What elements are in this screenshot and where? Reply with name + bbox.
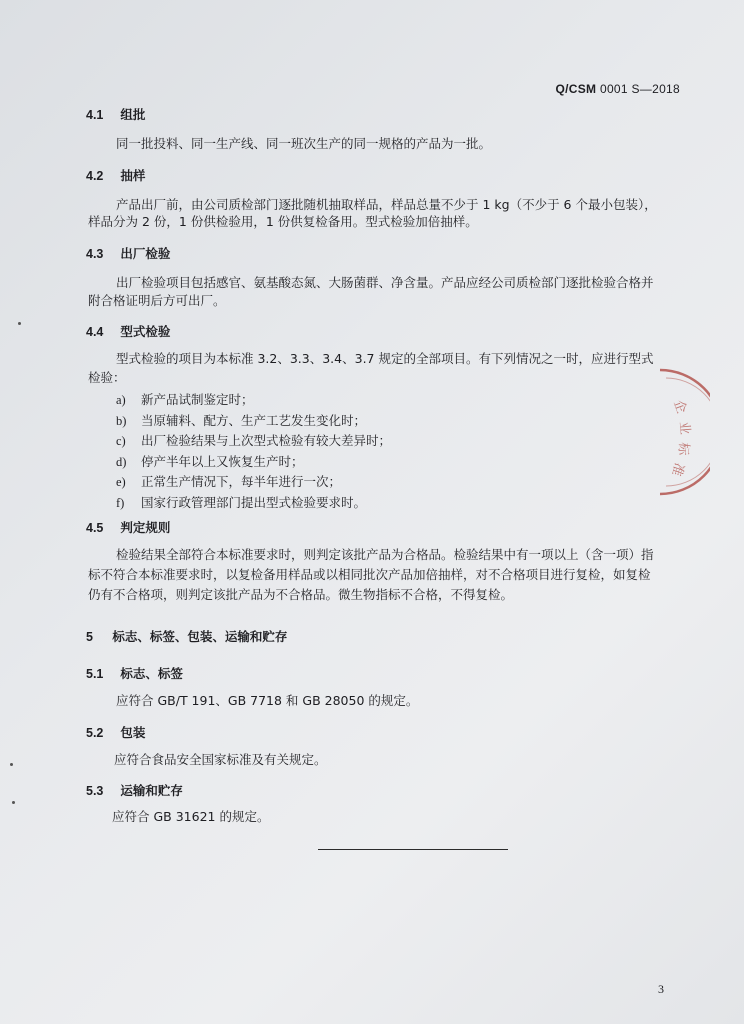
paragraph-text: 检验结果全部符合本标准要求时，则判定该批产品为合格品。检验结果中有一项以上（含一项）指 bbox=[116, 547, 654, 562]
document-id-prefix: Q/CSM bbox=[555, 82, 597, 96]
paragraph-text: 应符合 GB 31621 的规定。 bbox=[112, 809, 270, 824]
heading-5 bbox=[86, 627, 287, 645]
page-number: 3 bbox=[658, 982, 664, 996]
list-letter: c) bbox=[116, 434, 126, 448]
list-letter: e) bbox=[116, 475, 126, 489]
section-number: 4.1 bbox=[86, 108, 104, 122]
seal-stamp bbox=[640, 362, 710, 502]
document-id bbox=[555, 82, 680, 96]
section-number: 4.5 bbox=[86, 521, 104, 535]
scan-speck bbox=[18, 322, 21, 325]
section-number: 4.4 bbox=[86, 325, 104, 339]
document-id-number: 0001 S—2018 bbox=[599, 82, 680, 96]
seal-char: 标 bbox=[674, 441, 691, 456]
paragraph-text: 产品出厂前，由公司质检部门逐批随机抽取样品，样品总量不少于 1 kg（不少于 6 个最小包装）， bbox=[116, 197, 657, 212]
list-text: 停产半年以上又恢复生产时； bbox=[141, 453, 304, 469]
paragraph-4-4-line2 bbox=[88, 367, 688, 389]
heading-4-5 bbox=[86, 518, 170, 536]
paragraph-text: 出厂检验项目包括感官、氨基酸态氮、大肠菌群、净含量。产品应经公司质检部门逐批检验合格并 bbox=[116, 275, 654, 290]
paragraph-4-3-line2 bbox=[88, 290, 688, 312]
paragraph-text: 同一批投料、同一生产线、同一班次生产的同一规格的产品为一批。 bbox=[116, 136, 492, 151]
seal-char: 准 bbox=[668, 460, 687, 478]
section-title: 包装 bbox=[120, 725, 146, 740]
paragraph-5-2 bbox=[114, 749, 714, 771]
heading-5-3 bbox=[86, 781, 183, 799]
paragraph-4-5-line1 bbox=[88, 544, 688, 566]
paragraph-text: 应符合食品安全国家标准及有关规定。 bbox=[114, 752, 327, 767]
paragraph-4-1 bbox=[88, 133, 688, 155]
paragraph-text: 检验： bbox=[88, 370, 126, 385]
section-title: 抽样 bbox=[120, 168, 146, 183]
heading-5-2 bbox=[86, 723, 145, 741]
paragraph-5-1 bbox=[116, 690, 716, 712]
list-item bbox=[116, 411, 391, 432]
list-item bbox=[116, 452, 391, 473]
section-title: 型式检验 bbox=[120, 324, 171, 339]
paragraph-text: 标不符合本标准要求时，以复检备用样品或以相同批次产品加倍抽样，对不合格项目进行复检，如复检 bbox=[88, 567, 651, 582]
heading-4-3 bbox=[86, 244, 170, 262]
section-title: 标志、标签、包装、运输和贮存 bbox=[112, 629, 288, 644]
list-item bbox=[116, 390, 391, 411]
list-item bbox=[116, 493, 391, 514]
paragraph-4-5-line3 bbox=[88, 584, 688, 606]
scan-speck bbox=[10, 763, 13, 766]
list-letter: a) bbox=[116, 393, 126, 407]
list-letter: f) bbox=[116, 495, 125, 510]
section-number: 5 bbox=[86, 630, 93, 644]
heading-4-2 bbox=[86, 166, 145, 184]
list-text: 国家行政管理部门提出型式检验要求时。 bbox=[141, 494, 367, 510]
heading-4-1 bbox=[86, 105, 145, 123]
list-text: 当原辅料、配方、生产工艺发生变化时； bbox=[141, 412, 367, 428]
paragraph-text: 附合格证明后方可出厂。 bbox=[88, 293, 226, 308]
paragraph-5-3 bbox=[112, 806, 712, 828]
paragraph-4-5-line2 bbox=[88, 564, 688, 586]
section-title: 组批 bbox=[120, 107, 146, 122]
paragraph-text: 型式检验的项目为本标准 3.2、3.3、3.4、3.7 规定的全部项目。有下列情况之一时，应进行型式 bbox=[116, 351, 654, 366]
list-letter: d) bbox=[116, 454, 127, 469]
paragraph-4-2-line2 bbox=[88, 211, 688, 233]
section-number: 5.3 bbox=[86, 784, 104, 798]
paragraph-text: 样品分为 2 份，1 份供检验用，1 份供复检备用。型式检验加倍抽样。 bbox=[88, 214, 478, 229]
list-text: 正常生产情况下，每半年进行一次； bbox=[141, 474, 342, 489]
list-text: 出厂检验结果与上次型式检验有较大差异时； bbox=[141, 433, 392, 448]
list-item bbox=[116, 431, 391, 452]
list-text: 新产品试制鉴定时； bbox=[141, 392, 254, 407]
section-number: 5.2 bbox=[86, 726, 104, 740]
inspection-condition-list bbox=[116, 390, 391, 513]
seal-char: 企 bbox=[670, 398, 689, 416]
scan-speck bbox=[12, 801, 15, 804]
heading-5-1 bbox=[86, 664, 183, 682]
list-item bbox=[116, 472, 391, 493]
section-number: 5.1 bbox=[86, 667, 104, 681]
paragraph-text: 仍有不合格项，则判定该批产品为不合格品。微生物指标不合格，不得复检。 bbox=[88, 587, 514, 602]
section-number: 4.3 bbox=[86, 247, 104, 261]
section-title: 运输和贮存 bbox=[120, 783, 183, 798]
seal-char: 业 bbox=[676, 421, 693, 436]
section-number: 4.2 bbox=[86, 169, 104, 183]
end-rule bbox=[318, 849, 508, 850]
section-title: 判定规则 bbox=[120, 520, 171, 535]
paragraph-text: 应符合 GB/T 191、GB 7718 和 GB 28050 的规定。 bbox=[116, 693, 419, 708]
list-letter: b) bbox=[116, 413, 127, 428]
section-title: 标志、标签 bbox=[120, 666, 183, 681]
heading-4-4 bbox=[86, 322, 170, 340]
section-title: 出厂检验 bbox=[120, 246, 171, 261]
